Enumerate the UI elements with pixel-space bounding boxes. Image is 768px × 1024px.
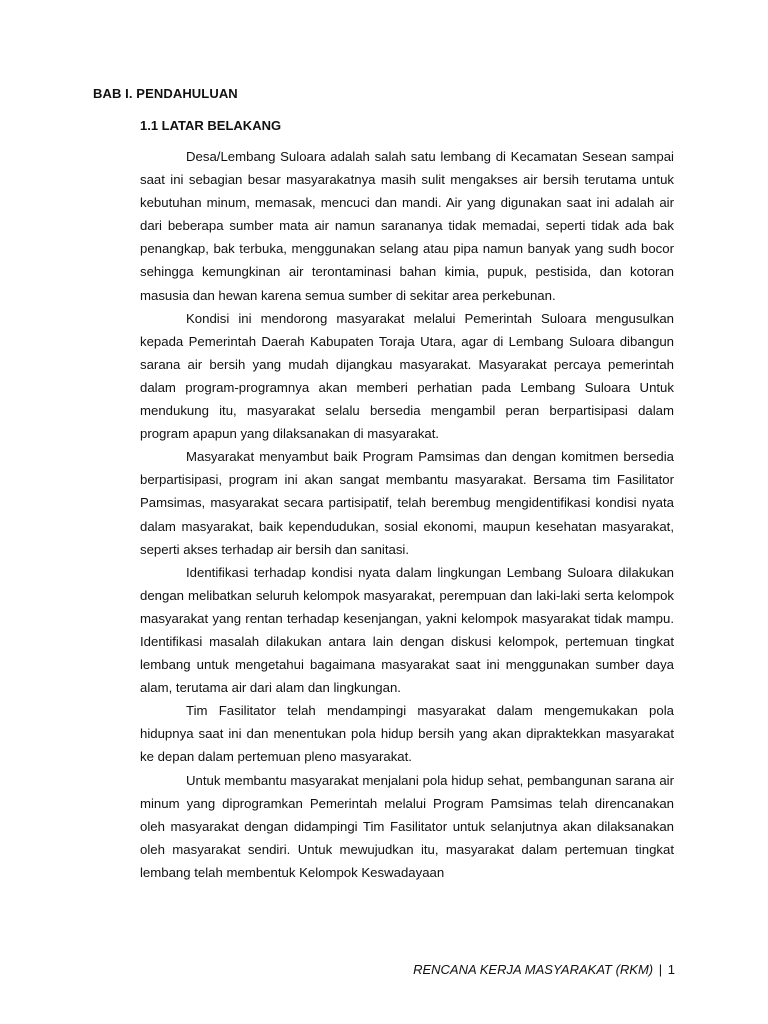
- paragraph: Tim Fasilitator telah mendampingi masyarakat dalam mengemukakan pola hidupnya saat ini dan menentukan pola hidup bersih yang akan dipraktekkan masyarakat ke depan dalam pertemuan pleno masyarakat.: [140, 703, 674, 765]
- paragraph: Desa/Lembang Suloara adalah salah satu lembang di Kecamatan Sesean sampai saat ini sebagian besar masyarakatnya masih sulit mengakses air bersih terutama untuk kebutuhan minum, memasak, mencuci dan mandi. Air yang digunakan saat ini adalah air dari beberapa sumber mata air namun sarananya tidak memadai, seperti tidak ada bak penangkap, bak terbuka, menggunakan selang atau pipa namun banyak yang sudh bocor sehingga kemungkinan air terontaminasi bahan kimia, pupuk, pestisida, dan kotoran masusia dan hewan karena semua sumber di sekitar area perkebunan.: [140, 149, 674, 303]
- paragraph: Masyarakat menyambut baik Program Pamsimas dan dengan komitmen bersedia berpartisipasi, program ini akan sangat membantu masyarakat. Bersama tim Fasilitator Pamsimas, masyarakat secara partisipatif, telah berembug mengidentifikasi kondisi nyata dalam masyarakat, baik kependudukan, sosial ekonomi, maupun kesehatan masyarakat, seperti akses terhadap air bersih dan sanitasi.: [140, 449, 674, 557]
- footer-separator: |: [658, 962, 663, 977]
- page-number: 1: [667, 962, 675, 977]
- chapter-heading: BAB I. PENDAHULUAN: [93, 86, 238, 101]
- footer-document-title: RENCANA KERJA MASYARAKAT (RKM): [413, 962, 654, 977]
- paragraph: Kondisi ini mendorong masyarakat melalui Pemerintah Suloara mengusulkan kepada Pemerintah Daerah Kabupaten Toraja Utara, agar di Lembang Suloara dibangun sarana air bersih yang mudah dijangkau masyarakat. Masyarakat percaya pemerintah dalam program-programnya akan memberi perhatian pada Lembang Suloara Untuk mendukung itu, masyarakat selalu bersedia mengambil peran berpartisipasi dalam program apapun yang dilaksanakan di masyarakat.: [140, 310, 674, 442]
- paragraph: Identifikasi terhadap kondisi nyata dalam lingkungan Lembang Suloara dilakukan dengan melibatkan seluruh kelompok masyarakat, perempuan dan laki-laki serta kelompok masyarakat yang rentan terhadap kesenjangan, yakni kelompok masyarakat tidak mampu. Identifikasi masalah dilakukan antara lain dengan diskusi kelompok, pertemuan tingkat lembang untuk mengetahui bagaimana masyarakat saat ini menggunakan sumber daya alam, terutama air dari alam dan lingkungan.: [140, 564, 674, 696]
- body-text: [140, 145, 674, 884]
- page-footer: [413, 962, 675, 977]
- paragraph: Untuk membantu masyarakat menjalani pola hidup sehat, pembangunan sarana air minum yang diprogramkan Pemerintah melalui Program Pamsimas telah direncanakan oleh masyarakat dengan didampingi Tim Fasilitator untuk selanjutnya akan dilaksanakan oleh masyarakat sendiri. Untuk mewujudkan itu, masyarakat dalam pertemuan tingkat lembang telah membentuk Kelompok Keswadayaan: [140, 772, 674, 880]
- section-heading: 1.1 LATAR BELAKANG: [140, 118, 282, 133]
